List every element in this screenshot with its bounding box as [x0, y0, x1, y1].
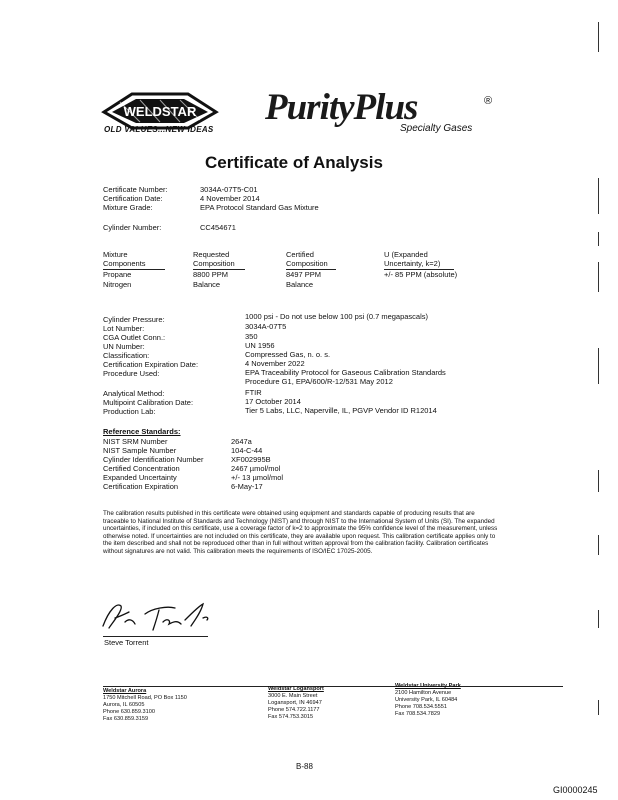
table-row-certified: Balance: [286, 280, 314, 289]
reference-value: XF002995B: [231, 455, 271, 464]
reference-label: Expanded Uncertainty: [103, 473, 177, 482]
office-title: Weldstar Logansport: [268, 686, 324, 692]
scan-mark: [598, 610, 599, 628]
office-line: Aurora, IL 60505: [103, 701, 145, 708]
analytical-method-value: FTIR: [245, 388, 262, 397]
uncertainty-header: U (Expanded: [384, 250, 428, 259]
classification-value: Compressed Gas, n. o. s.: [245, 350, 331, 359]
production-lab-value: Tier 5 Labs, LLC, Naperville, IL, PGVP Vendor ID R12014: [245, 406, 437, 415]
scan-mark: [598, 535, 599, 555]
table-row-uncertainty: +/- 85 PPM (absolute): [384, 270, 458, 279]
office-line: 1750 Mitchell Road, PO Box 1150: [103, 694, 187, 701]
office-aurora: [103, 688, 187, 723]
reference-standards-title: Reference Standards:: [103, 427, 181, 436]
cylinder-number-value: CC454671: [200, 223, 236, 232]
lot-number-value: 3034A-07T5: [245, 322, 287, 331]
certificate-number-value: 3034A-07T5-C01: [200, 185, 258, 194]
cylinder-number-label: Cylinder Number:: [103, 223, 162, 232]
office-line: Fax 708.534.7829: [395, 710, 441, 717]
un-number-label: UN Number:: [103, 342, 145, 351]
certification-date-label: Certification Date:: [103, 194, 163, 203]
signatory-name: Steve Torrent: [104, 638, 149, 647]
cga-outlet-label: CGA Outlet Conn.:: [103, 333, 166, 342]
scan-mark: [598, 232, 599, 246]
procedure-used-label: Procedure Used:: [103, 369, 160, 378]
cylinder-pressure-label: Cylinder Pressure:: [103, 315, 165, 324]
certified-composition-header: Composition: [286, 259, 328, 268]
weldstar-logo-text: WELDSTAR: [123, 104, 197, 119]
un-number-value: UN 1956: [245, 341, 275, 350]
table-row-certified: 8497 PPM: [286, 270, 322, 279]
office-line: 2100 Hamilton Avenue: [395, 689, 452, 696]
reference-label: Certification Expiration: [103, 482, 179, 491]
reference-value: 6-May-17: [231, 482, 263, 491]
office-line: Logansport, IN 46947: [268, 699, 322, 706]
scan-mark: [598, 348, 599, 384]
reference-label: Cylinder Identification Number: [103, 455, 204, 464]
office-line: Phone 574.722.1177: [268, 706, 320, 713]
office-logansport: [268, 686, 324, 721]
reference-value: +/- 13 µmol/mol: [231, 473, 284, 482]
scan-mark: [598, 262, 599, 292]
scan-mark: [598, 22, 599, 52]
office-title: Weldstar Aurora: [103, 688, 147, 694]
page-number: B-88: [296, 762, 313, 771]
document-id: GI0000245: [553, 785, 598, 795]
document-title: Certificate of Analysis: [205, 153, 383, 172]
office-line: Phone 630.859.3100: [103, 708, 155, 715]
table-row-component: Propane: [103, 270, 132, 279]
components-header: Components: [103, 259, 146, 268]
scan-mark: [598, 700, 599, 715]
office-title: Weldstar University Park: [395, 683, 461, 689]
scan-mark: [598, 178, 599, 214]
lot-number-label: Lot Number:: [103, 324, 145, 333]
mixture-grade-value: EPA Protocol Standard Gas Mixture: [200, 203, 319, 212]
cga-outlet-value: 350: [245, 332, 258, 341]
office-line: Phone 708.534.5551: [395, 703, 447, 710]
calibration-date-value: 17 October 2014: [245, 397, 301, 406]
requested-header: Requested: [193, 250, 230, 259]
uncertainty-k-header: Uncertainty, k=2): [384, 259, 441, 268]
traceability-statement: The calibration results published in this certificate were obtained using equipment and standards capable of producing results that are traceable to National Institute of Standards and Technology (NIST) and through NIST to the International System of Units (SI). The expanded uncertainties, if included on this certificate, use a coverage factor of k=2 to approximate the 95% confidence level of the measurement, unless otherwise noted. If uncertainties are not included on this certificate, they are available upon request. This calibration certificate applies only to the item described and shall not be reproduced other than in full without written approval from the calibration facility. Calibration certificates without signatures are not valid. This calibration meets the requirements of ISO/IEC 17025-2005.: [103, 510, 498, 555]
mixture-header: Mixture: [103, 250, 128, 259]
cylinder-pressure-value: 1000 psi - Do not use below 100 psi (0.7 megapascals): [245, 312, 429, 321]
signature-line: [103, 636, 208, 637]
reference-value: 2467 µmol/mol: [231, 464, 281, 473]
weldstar-tagline: OLD VALUES...NEW IDEAS: [104, 125, 214, 134]
table-row-component: Nitrogen: [103, 280, 132, 289]
production-lab-label: Production Lab:: [103, 407, 156, 416]
expiration-date-value: 4 November 2022: [245, 359, 305, 368]
purityplus-trademark: ®: [484, 95, 493, 107]
office-line: 3000 E. Main Street: [268, 692, 318, 699]
reference-value: 104-C-44: [231, 446, 263, 455]
expiration-date-label: Certification Expiration Date:: [103, 360, 199, 369]
reference-value: 2647a: [231, 437, 252, 446]
table-row-requested: Balance: [193, 280, 221, 289]
office-line: Fax 630.859.3159: [103, 715, 149, 722]
footer-divider: [103, 686, 563, 687]
purityplus-logo: PurityPlus: [265, 87, 418, 128]
scan-mark: [598, 470, 599, 492]
purityplus-subtitle: Specialty Gases: [400, 123, 473, 134]
mixture-grade-label: Mixture Grade:: [103, 203, 153, 212]
procedure-used-value: EPA Traceability Protocol for Gaseous Calibration Standards: [245, 368, 446, 377]
certification-date-value: 4 November 2014: [200, 194, 260, 203]
procedure-used-value-line2: Procedure G1, EPA/600/R-12/531 May 2012: [245, 377, 393, 386]
reference-label: NIST SRM Number: [103, 437, 168, 446]
office-university-park: [395, 683, 461, 718]
classification-label: Classification:: [103, 351, 150, 360]
reference-label: Certified Concentration: [103, 464, 180, 473]
signature-image: [95, 592, 225, 637]
certificate-number-label: Certificate Number:: [103, 185, 168, 194]
office-line: University Park, IL 60484: [395, 696, 458, 703]
table-row-requested: 8800 PPM: [193, 270, 229, 279]
analytical-method-label: Analytical Method:: [103, 389, 165, 398]
certified-header: Certified: [286, 250, 314, 259]
office-line: Fax 574.753.3015: [268, 713, 314, 720]
reference-label: NIST Sample Number: [103, 446, 177, 455]
requested-composition-header: Composition: [193, 259, 235, 268]
calibration-date-label: Multipoint Calibration Date:: [103, 398, 194, 407]
